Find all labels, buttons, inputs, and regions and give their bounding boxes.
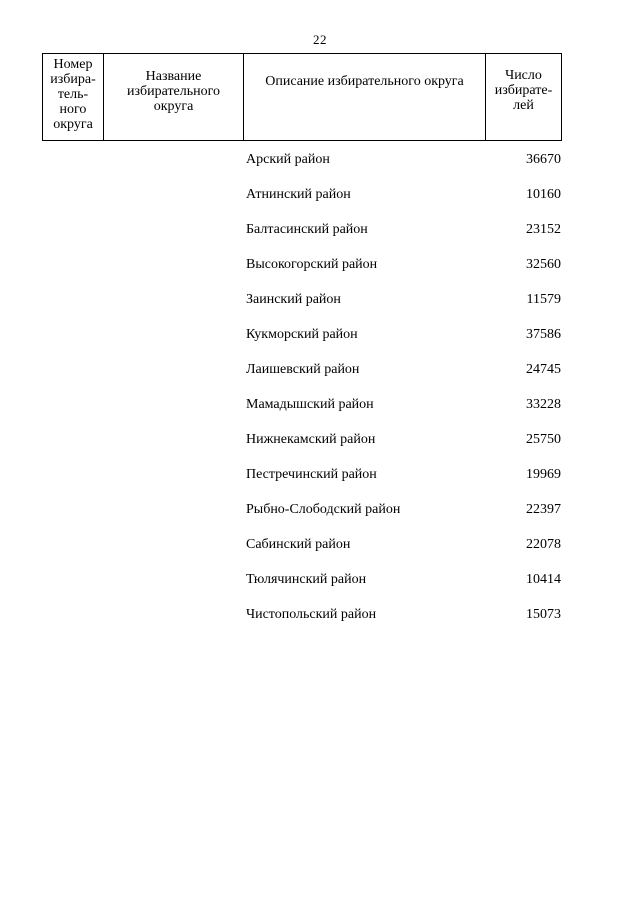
column-header-district-number: Номер избира- тель- ного округа bbox=[43, 54, 104, 140]
table-row bbox=[0, 219, 640, 254]
column-header-voter-count: Число избирате- лей bbox=[494, 68, 553, 113]
page-number: 22 bbox=[313, 32, 327, 47]
table-row bbox=[0, 149, 640, 184]
district-name: Заинский район bbox=[246, 292, 341, 307]
table-row bbox=[0, 324, 640, 359]
district-name: Сабинский район bbox=[246, 537, 351, 552]
voter-count: 23152 bbox=[526, 222, 561, 237]
voter-count: 22397 bbox=[526, 502, 561, 517]
table-row bbox=[0, 604, 640, 639]
voter-count: 36670 bbox=[526, 152, 561, 167]
district-name: Лаишевский район bbox=[246, 362, 360, 377]
table-row bbox=[0, 254, 640, 289]
table-row bbox=[0, 289, 640, 324]
voter-count: 19969 bbox=[526, 467, 561, 482]
column-header-district-description: Описание избирательного округа bbox=[244, 54, 486, 140]
table-row bbox=[0, 429, 640, 464]
district-name: Тюлячинский район bbox=[246, 572, 367, 587]
district-name: Арский район bbox=[246, 152, 330, 167]
district-name: Нижнекамский район bbox=[246, 432, 376, 447]
voter-count: 24745 bbox=[526, 362, 561, 377]
table-row bbox=[0, 184, 640, 219]
district-name: Балтасинский район bbox=[246, 222, 368, 237]
table-row bbox=[0, 464, 640, 499]
district-name: Атнинский район bbox=[246, 187, 351, 202]
column-header-district-name: Название избирательного округа bbox=[104, 54, 244, 140]
voter-count: 37586 bbox=[526, 327, 561, 342]
table-header bbox=[42, 53, 562, 141]
table-row bbox=[0, 569, 640, 604]
district-name: Мамадышский район bbox=[246, 397, 374, 412]
district-name: Рыбно-Слободский район bbox=[246, 502, 401, 517]
district-name: Пестречинский район bbox=[246, 467, 377, 482]
voter-count: 11579 bbox=[526, 292, 561, 307]
table-row bbox=[0, 534, 640, 569]
table-row bbox=[0, 394, 640, 429]
voter-count: 22078 bbox=[526, 537, 561, 552]
district-list bbox=[0, 149, 640, 639]
voter-count: 10414 bbox=[526, 572, 561, 587]
voter-count: 25750 bbox=[526, 432, 561, 447]
district-name: Высокогорский район bbox=[246, 257, 378, 272]
voter-count: 15073 bbox=[526, 607, 561, 622]
district-name: Кукморский район bbox=[246, 327, 358, 342]
voter-count: 10160 bbox=[526, 187, 561, 202]
voter-count: 32560 bbox=[526, 257, 561, 272]
table-row bbox=[0, 499, 640, 534]
district-name: Чистопольский район bbox=[246, 607, 377, 622]
voter-count: 33228 bbox=[526, 397, 561, 412]
table-row bbox=[0, 359, 640, 394]
